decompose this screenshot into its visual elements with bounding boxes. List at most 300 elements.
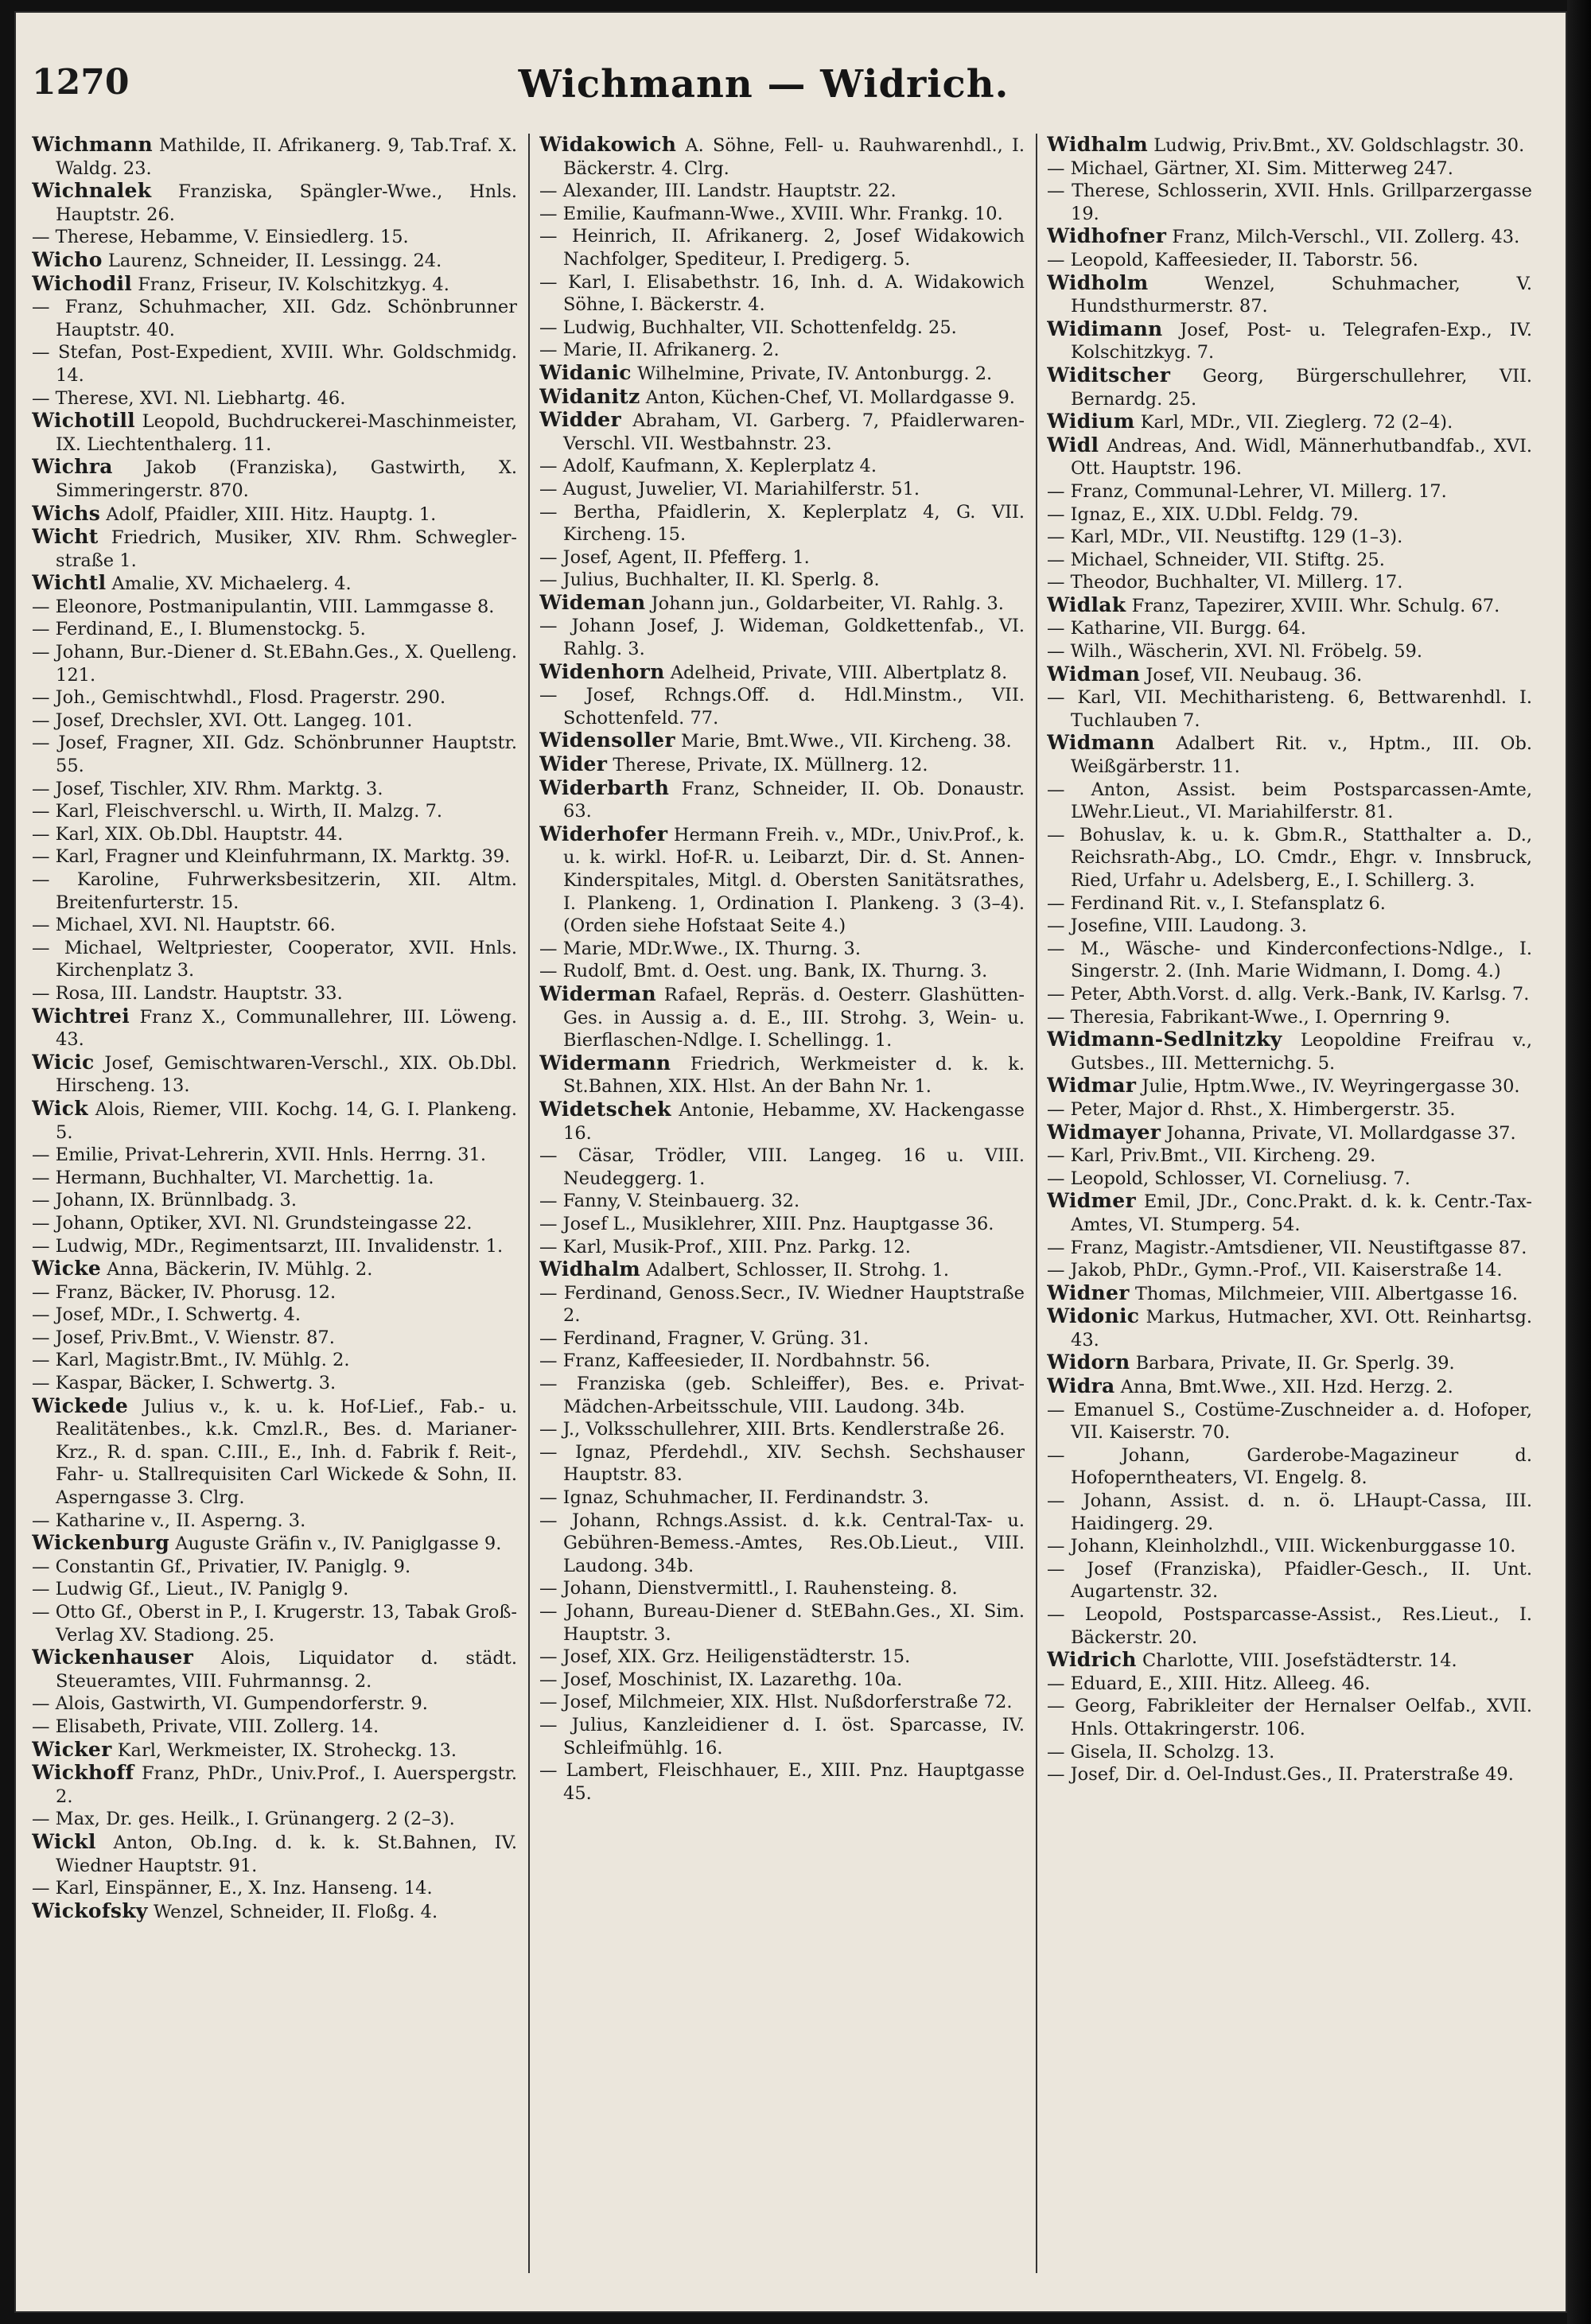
entry-details: Karl, MDr., VII. Zieglerg. 72 (2–4). — [1140, 412, 1453, 433]
entry-surname: Wichtrei — [32, 1004, 130, 1028]
entry-surname: Widerman — [539, 981, 656, 1005]
entry-details: — Cäsar, Trödler, VIII. Langeg. 16 u. VIII. Neudeggerg. 1. — [539, 1145, 1025, 1189]
entry-details: Wenzel, Schuhmacher, V. Hundsthurmerstr. 87. — [1071, 273, 1532, 317]
directory-entry — [539, 1052, 1025, 1098]
entry-details: — Eleonore, Postmanipulantin, VIII. Lammgasse 8. — [32, 596, 495, 617]
entry-details: — Bertha, Pfaidlerin, X. Keplerplatz 4, G. VII. Kircheng. 15. — [539, 501, 1025, 546]
entry-details: — Ferdinand Rit. v., I. Stefansplatz 6. — [1047, 892, 1386, 914]
entry-details: — Johann, Bureau-Diener d. StEBahn.Ges., XI. Sim. Hauptstr. 3. — [539, 1601, 1025, 1645]
directory-entry — [539, 1327, 1025, 1350]
entry-surname: Wichra — [32, 455, 113, 479]
entry-details: Franz, Friseur, IV. Kolschitzkyg. 4. — [138, 274, 449, 295]
directory-entry — [32, 914, 517, 937]
directory-entry — [32, 526, 517, 572]
directory-entry — [32, 800, 517, 823]
directory-entry — [32, 1716, 517, 1739]
directory-entry — [1047, 1741, 1532, 1764]
directory-entry — [1047, 134, 1532, 157]
entry-details: Josef, Post- u. Telegrafen-Exp., IV. Kolschitzkyg. 7. — [1071, 319, 1532, 363]
entry-surname: Widhalm — [539, 1257, 641, 1281]
entry-details: — Josef L., Musiklehrer, XIII. Pnz. Hauptgasse 36. — [539, 1213, 994, 1234]
directory-entry — [32, 1646, 517, 1692]
directory-entry — [32, 1144, 517, 1167]
directory-entry — [539, 1600, 1025, 1646]
entry-surname: Widitscher — [1047, 363, 1171, 387]
page-number: 1270 — [32, 62, 130, 103]
entry-surname: Wickenburg — [32, 1531, 170, 1555]
entry-surname: Widium — [1047, 410, 1135, 433]
directory-entry — [1047, 779, 1532, 824]
entry-details: — Emilie, Kaufmann-Wwe., XVIII. Whr. Frankg. 10. — [539, 203, 1003, 224]
directory-entry — [32, 845, 517, 869]
entry-details: Josef, VII. Neubaug. 36. — [1146, 664, 1363, 686]
entry-details: Andreas, And. Widl, Männerhutbandfab., XVI. Ott. Hauptstr. 196. — [1071, 435, 1532, 480]
directory-entry — [32, 596, 517, 619]
entry-details: — Rosa, III. Landstr. Hauptstr. 33. — [32, 982, 343, 1004]
entry-details: — Fanny, V. Steinbauerg. 32. — [539, 1191, 800, 1212]
directory-entry — [32, 1601, 517, 1646]
entry-details: — Hermann, Buchhalter, VI. Marchettig. 1a. — [32, 1167, 434, 1188]
entry-details: — Josefine, VIII. Laudong. 3. — [1047, 915, 1307, 937]
directory-entry — [32, 778, 517, 801]
entry-details: — Peter, Abth.Vorst. d. allg. Verk.-Bank, IV. Karlsg. 7. — [1047, 983, 1530, 1005]
entry-details: — Eduard, E., XIII. Hitz. Alleeg. 46. — [1047, 1673, 1371, 1694]
directory-entry — [32, 1372, 517, 1395]
entry-details: — Anton, Assist. beim Postsparcassen-Amte, LWehr.Lieut., VI. Mariahilferstr. 81. — [1047, 779, 1532, 823]
entry-details: A. Söhne, Fell- u. Rauhwarenhdl., I. Bäckerstr. 4. Clrg. — [563, 135, 1025, 179]
directory-entry — [32, 1167, 517, 1190]
directory-entry — [32, 1327, 517, 1350]
entry-details: — Kaspar, Bäcker, I. Schwertg. 3. — [32, 1373, 336, 1394]
entry-details: Wilhelmine, Private, IV. Antonburgg. 2. — [636, 363, 993, 384]
entry-details: — Julius, Buchhalter, II. Kl. Sperlg. 8. — [539, 569, 880, 591]
directory-entry — [539, 1282, 1025, 1327]
entry-details: — Karl, XIX. Ob.Dbl. Hauptstr. 44. — [32, 823, 344, 845]
directory-entry — [539, 455, 1025, 478]
column-1 — [32, 134, 517, 2273]
entry-surname: Widra — [1047, 1374, 1115, 1398]
directory-entry — [1047, 549, 1532, 572]
entry-surname: Wickhoff — [32, 1761, 134, 1785]
directory-entry — [32, 410, 517, 456]
entry-details: — Ludwig, Buchhalter, VII. Schottenfeldg. 25. — [539, 317, 957, 338]
directory-entry — [32, 226, 517, 249]
directory-entry — [1047, 663, 1532, 687]
entry-details: — Franz, Bäcker, IV. Phorusg. 12. — [32, 1281, 336, 1303]
entry-details: — Johann, Garderobe-Magazineur d. Hofoperntheaters, VI. Engelg. 8. — [1047, 1444, 1532, 1489]
entry-details: Anton, Küchen-Chef, VI. Mollardgasse 9. — [645, 387, 1015, 408]
directory-entry — [1047, 686, 1532, 732]
directory-entry — [1047, 1603, 1532, 1649]
entry-details: — Constantin Gf., Privatier, IV. Paniglg. 9. — [32, 1556, 411, 1577]
directory-entry — [539, 684, 1025, 729]
entry-details: Antonie, Hebamme, XV. Hackengasse 16. — [563, 1099, 1025, 1144]
entry-details: — Josef (Franziska), Pfaidler-Gesch., II. Unt. Augartenstr. 32. — [1047, 1558, 1532, 1603]
entry-details: Johann jun., Goldarbeiter, VI. Rahlg. 3. — [651, 593, 1004, 614]
entry-details: — Michael, Schneider, VII. Stiftg. 25. — [1047, 549, 1385, 570]
directory-entry — [1047, 1259, 1532, 1282]
entry-details: Georg, Bürgerschullehrer, VII. Bernardg. 25. — [1071, 365, 1532, 410]
entry-surname: Wichotill — [32, 409, 135, 433]
entry-details: — Julius, Kanzleidiener d. I. öst. Sparcasse, IV. Schleifmühlg. 16. — [539, 1714, 1025, 1759]
directory-entry — [32, 1578, 517, 1601]
entry-details: — Gisela, II. Scholzg. 13. — [1047, 1741, 1275, 1762]
directory-entry — [1047, 1028, 1532, 1075]
entry-details: — Emanuel S., Costüme-Zuschneider a. d. Hofoper, VII. Kaiserstr. 70. — [1047, 1399, 1532, 1444]
entry-details: Johanna, Private, VI. Mollardgasse 37. — [1166, 1122, 1516, 1144]
directory-entry — [1047, 272, 1532, 318]
directory-entry — [539, 1691, 1025, 1714]
entry-details: — Therese, Schlosserin, XVII. Hnls. Grillparzergasse 19. — [1047, 181, 1532, 224]
directory-entry — [32, 1877, 517, 1900]
directory-entry — [539, 569, 1025, 592]
directory-entry — [32, 1532, 517, 1556]
entry-details: — Karl, Priv.Bmt., VII. Kircheng. 29. — [1047, 1145, 1376, 1167]
entry-surname: Wickede — [32, 1393, 129, 1417]
directory-entry — [32, 273, 517, 297]
entry-surname: Wichodil — [32, 271, 133, 295]
directory-entry — [539, 1350, 1025, 1373]
entry-details: Jakob (Franziska), Gastwirth, X. Simmeringerstr. 870. — [56, 457, 517, 501]
entry-details: — Johann, Bur.-Diener d. St.EBahn.Ges., X. Quelleng. 121. — [32, 642, 517, 686]
entry-details: — Franz, Kaffeesieder, II. Nordbahnstr. 56. — [539, 1350, 931, 1372]
directory-entry — [539, 1418, 1025, 1441]
entry-details: Amalie, XV. Michaelerg. 4. — [111, 573, 352, 595]
directory-entry — [539, 1190, 1025, 1213]
entry-details: — Ignaz, Pferdehdl., XIV. Sechsh. Sechshauser Hauptstr. 83. — [539, 1441, 1025, 1486]
entry-details: — Josef, Drechsler, XVI. Ott. Langeg. 101. — [32, 709, 413, 731]
scan-dark-edge — [1567, 0, 1591, 2324]
directory-entry — [539, 1098, 1025, 1145]
entry-details: — Franz, Communal-Lehrer, VI. Millerg. 17. — [1047, 480, 1447, 502]
directory-entry — [1047, 983, 1532, 1006]
entry-details: Marie, Bmt.Wwe., VII. Kircheng. 38. — [680, 731, 1012, 752]
directory-entry — [32, 387, 517, 410]
directory-entry — [32, 823, 517, 846]
entry-surname: Widakowich — [539, 134, 677, 156]
directory-entry — [32, 1900, 517, 1924]
directory-entry — [1047, 410, 1532, 434]
directory-entry — [1047, 824, 1532, 892]
entry-details: — Johann, Dienstvermittl., I. Rauhensteing. 8. — [539, 1578, 958, 1599]
entry-details: — Michael, Weltpriester, Cooperator, XVII. Hnls. Kirchenplatz 3. — [32, 937, 517, 981]
entry-details: Franz X., Communallehrer, III. Löweng. 43. — [56, 1006, 517, 1051]
entry-details: Thomas, Milchmeier, VIII. Albertgasse 16. — [1134, 1283, 1519, 1304]
directory-entry — [32, 732, 517, 777]
directory-entry — [1047, 1006, 1532, 1029]
entry-details: — Peter, Major d. Rhst., X. Himbergerstr. 35. — [1047, 1098, 1456, 1120]
directory-entry — [1047, 1490, 1532, 1535]
entry-details: — Elisabeth, Private, VIII. Zollerg. 14. — [32, 1716, 379, 1737]
directory-entry — [32, 1281, 517, 1304]
entry-surname: Widimann — [1047, 317, 1163, 340]
entry-details: — Otto Gf., Oberst in P., I. Krugerstr. 13, Tabak Groß-Verlag XV. Stadiong. 25. — [32, 1602, 517, 1646]
entry-surname: Widl — [1047, 433, 1099, 457]
entry-surname: Widenhorn — [539, 659, 665, 683]
directory-entry — [32, 1510, 517, 1533]
directory-entry — [539, 1487, 1025, 1510]
directory-entry — [539, 1441, 1025, 1487]
directory-entry — [32, 1304, 517, 1327]
entry-details: Friedrich, Werkmeister d. k. k. St.Bahnen, XIX. Hlst. An der Bahn Nr. 1. — [563, 1053, 1025, 1098]
entry-details: Markus, Hutmacher, XVI. Ott. Reinhartsg. 43. — [1071, 1307, 1532, 1350]
directory-entry — [1047, 1399, 1532, 1444]
entry-surname: Wicker — [32, 1737, 112, 1761]
entry-details: Auguste Gräfin v., IV. Paniglgasse 9. — [175, 1533, 502, 1555]
entry-details: Barbara, Private, II. Gr. Sperlg. 39. — [1135, 1353, 1455, 1374]
directory-entry — [1047, 1649, 1532, 1673]
entry-details: — Theodor, Buchhalter, VI. Millerg. 17. — [1047, 572, 1403, 593]
directory-entry — [32, 249, 517, 273]
directory-columns — [32, 134, 1532, 2273]
directory-entry — [1047, 1695, 1532, 1740]
directory-entry — [539, 592, 1025, 616]
directory-entry — [32, 572, 517, 596]
entry-details: — Therese, XVI. Nl. Liebhartg. 46. — [32, 387, 346, 409]
entry-details: — Karl, MDr., VII. Neustiftg. 129 (1–3). — [1047, 527, 1403, 548]
entry-details: — Marie, MDr.Wwe., IX. Thurng. 3. — [539, 938, 861, 959]
directory-entry — [32, 1349, 517, 1372]
directory-entry — [1047, 640, 1532, 663]
entry-details: Franz, Schneider, II. Ob. Donaustr. 63. — [563, 778, 1025, 822]
directory-entry — [1047, 1305, 1532, 1351]
entry-details: — Wilh., Wäscherin, XVI. Nl. Fröbelg. 59. — [1047, 641, 1422, 663]
entry-surname: Wichnalek — [32, 179, 152, 203]
entry-details: Rafael, Repräs. d. Oesterr. Glashütten-Ges. in Aussig a. d. E., III. Strohg. 3, Wein- u. Bierflaschen-Ndlge. I. Schellingg. 1. — [563, 984, 1025, 1051]
entry-details: Hermann Freih. v., MDr., Univ.Prof., k. u. k. wirkl. Hof-R. u. Leibarzt, Dir. d. St. Annen-Kinderspitales, Mitgl. d. Obersten Sanitätsrathes, I. Plankeng. 1, Ordination I. Plankeng. 3 (3–4). (Orden siehe Hofstaat Seite 4.) — [563, 824, 1025, 937]
entry-details: — Joh., Gemischtwhdl., Flosd. Pragerstr. 290. — [32, 687, 446, 709]
directory-entry — [539, 386, 1025, 410]
entry-details: Adolf, Pfaidler, XIII. Hitz. Hauptg. 1. — [106, 503, 437, 525]
directory-entry — [32, 709, 517, 733]
directory-entry — [539, 317, 1025, 340]
entry-surname: Widonic — [1047, 1304, 1140, 1328]
directory-entry — [1047, 1558, 1532, 1603]
entry-surname: Widerhofer — [539, 822, 668, 845]
entry-details: — Georg, Fabrikleiter der Hernalser Oelfab., XVII. Hnls. Ottakringerstr. 106. — [1047, 1696, 1532, 1739]
directory-entry — [1047, 571, 1532, 594]
directory-entry — [539, 546, 1025, 569]
directory-entry — [1047, 318, 1532, 364]
entry-details: — Karl, Einspänner, E., X. Inz. Hanseng. 14. — [32, 1878, 433, 1899]
directory-entry — [1047, 526, 1532, 549]
directory-entry — [1047, 594, 1532, 618]
entry-details: Mathilde, II. Afrikanerg. 9, Tab.Traf. X. Waldg. 23. — [56, 135, 517, 179]
entry-details: Charlotte, VIII. Josefstädterstr. 14. — [1142, 1650, 1457, 1672]
entry-details: Julie, Hptm.Wwe., IV. Weyringergasse 30. — [1142, 1076, 1520, 1098]
entry-details: Alois, Riemer, VIII. Kochg. 14, G. I. Plankeng. 5. — [56, 1098, 517, 1143]
entry-surname: Wickofsky — [32, 1898, 148, 1922]
entry-details: — Karl, Fleischverschl. u. Wirth, II. Malzg. 7. — [32, 801, 443, 822]
entry-surname: Widman — [1047, 662, 1141, 686]
entry-details: Friedrich, Musiker, XIV. Rhm. Schweglerstraße 1. — [56, 527, 517, 571]
entry-details: — Karl, Musik-Prof., XIII. Pnz. Parkg. 12. — [539, 1236, 911, 1257]
directory-entry — [539, 180, 1025, 203]
entry-details: — Karl, VII. Mechitharisteng. 6, Bettwarenhdl. I. Tuchlauben 7. — [1047, 687, 1532, 731]
entry-surname: Widder — [539, 408, 621, 432]
directory-entry — [1047, 938, 1532, 983]
directory-entry — [1047, 1375, 1532, 1399]
directory-entry — [32, 296, 517, 341]
entry-details: — Adolf, Kaufmann, X. Keplerplatz 4. — [539, 456, 877, 477]
entry-details: Emil, JDr., Conc.Prakt. d. k. k. Centr.-Tax-Amtes, VI. Stumperg. 54. — [1071, 1191, 1532, 1235]
directory-entry — [1047, 1535, 1532, 1558]
entry-details: — Leopold, Schlosser, VI. Corneliusg. 7. — [1047, 1168, 1410, 1189]
entry-details: — Therese, Hebamme, V. Einsiedlerg. 15. — [32, 227, 409, 248]
entry-details: — Josef, Moschinist, IX. Lazarethg. 10a. — [539, 1669, 903, 1690]
entry-surname: Widner — [1047, 1281, 1130, 1304]
entry-details: — Josef, MDr., I. Schwertg. 4. — [32, 1304, 301, 1326]
entry-details: — Heinrich, II. Afrikanerg. 2, Josef Widakowich Nachfolger, Spediteur, I. Predigerg. 5. — [539, 226, 1025, 270]
directory-entry — [539, 729, 1025, 753]
entry-surname: Widrich — [1047, 1648, 1137, 1672]
entry-details: — Katharine, VII. Burgg. 64. — [1047, 618, 1306, 639]
column-3 — [1047, 134, 1532, 2273]
directory-entry — [539, 225, 1025, 270]
entry-details: — Alois, Gastwirth, VI. Gumpendorferstr. 9. — [32, 1693, 428, 1715]
directory-entry — [539, 1669, 1025, 1692]
entry-details: — Johann, Rchngs.Assist. d. k.k. Central-Tax- u. Gebühren-Bemess.-Amtes, Res.Ob.Lieut., VIII. Laudong. 34b. — [539, 1510, 1025, 1576]
directory-entry — [32, 641, 517, 686]
entry-details: — M., Wäsche- und Kinderconfections-Ndlge., I. Singerstr. 2. (Inh. Marie Widmann, I. Domg. 4.) — [1047, 938, 1532, 982]
entry-surname: Widholm — [1047, 270, 1149, 294]
directory-entry — [539, 753, 1025, 777]
directory-entry — [1047, 480, 1532, 503]
directory-entry — [1047, 364, 1532, 410]
entry-surname: Widmer — [1047, 1189, 1136, 1213]
entry-details: — Marie, II. Afrikanerg. 2. — [539, 340, 780, 361]
entry-details: — Johann, Optiker, XVI. Nl. Grundsteingasse 22. — [32, 1212, 473, 1234]
directory-entry — [32, 1739, 517, 1762]
directory-entry — [32, 869, 517, 914]
entry-details: — Ferdinand, Fragner, V. Grüng. 31. — [539, 1327, 869, 1349]
directory-entry — [1047, 1121, 1532, 1145]
entry-details: Franz, Milch-Verschl., VII. Zollerg. 43. — [1172, 227, 1520, 248]
directory-entry — [1047, 1351, 1532, 1375]
directory-entry — [1047, 1145, 1532, 1168]
entry-details: — Josef, Rchngs.Off. d. Hdl.Minstm., VII. Schottenfeld. 77. — [539, 685, 1025, 729]
entry-surname: Widmayer — [1047, 1120, 1161, 1144]
entry-surname: Widensoller — [539, 729, 675, 752]
directory-entry — [32, 937, 517, 982]
entry-details: Anton, Ob.Ing. d. k. k. St.Bahnen, IV. Wiedner Hauptstr. 91. — [56, 1832, 517, 1876]
directory-entry — [539, 938, 1025, 961]
entry-surname: Widlak — [1047, 593, 1126, 616]
directory-entry — [539, 1759, 1025, 1805]
directory-entry — [32, 1556, 517, 1579]
entry-details: — Ludwig Gf., Lieut., IV. Paniglg 9. — [32, 1579, 349, 1600]
directory-entry — [32, 618, 517, 641]
directory-entry — [539, 339, 1025, 362]
directory-entry — [539, 1646, 1025, 1669]
directory-entry — [1047, 434, 1532, 480]
directory-entry — [539, 1145, 1025, 1190]
entry-details: Adelheid, Private, VIII. Albertplatz 8. — [670, 662, 1008, 683]
entry-details: Leopold, Buchdruckerei-Maschinmeister, IX. Liechtenthalerg. 11. — [56, 411, 517, 455]
entry-details: — Jakob, PhDr., Gymn.-Prof., VII. Kaiserstraße 14. — [1047, 1260, 1503, 1281]
entry-surname: Widmann — [1047, 731, 1155, 755]
entry-details: — Ferdinand, E., I. Blumenstockg. 5. — [32, 619, 366, 640]
entry-details: — Michael, XVI. Nl. Hauptstr. 66. — [32, 915, 336, 936]
entry-surname: Wichs — [32, 501, 101, 525]
entry-details: Franz, PhDr., Univ.Prof., I. Auerspergstr. 2. — [56, 1763, 517, 1807]
directory-entry — [1047, 1444, 1532, 1490]
directory-entry — [1047, 1763, 1532, 1786]
directory-entry — [539, 983, 1025, 1052]
directory-entry — [539, 1373, 1025, 1418]
directory-entry — [1047, 1098, 1532, 1121]
entry-details: Franziska, Spängler-Wwe., Hnls. Hauptstr. 26. — [56, 181, 517, 225]
directory-entry — [539, 134, 1025, 180]
entry-details: Franz, Tapezirer, XVIII. Whr. Schulg. 67. — [1131, 595, 1500, 616]
entry-details: — Alexander, III. Landstr. Hauptstr. 22. — [539, 181, 897, 202]
entry-details: Wenzel, Schneider, II. Floßg. 4. — [153, 1901, 438, 1922]
directory-entry — [1047, 617, 1532, 640]
directory-entry — [32, 1395, 517, 1510]
entry-details: Adalbert, Schlosser, II. Strohg. 1. — [646, 1260, 950, 1281]
directory-entry — [32, 1212, 517, 1235]
entry-details: — August, Juwelier, VI. Mariahilferstr. 51. — [539, 478, 920, 499]
entry-surname: Wickl — [32, 1829, 96, 1853]
entry-details: — Franziska (geb. Schleiffer), Bes. e. Privat-Mädchen-Arbeitsschule, VIII. Laudong. 34b. — [539, 1374, 1025, 1417]
directory-entry — [32, 134, 517, 180]
directory-entry — [1047, 892, 1532, 915]
entry-details: — Max, Dr. ges. Heilk., I. Grünangerg. 2 (2–3). — [32, 1809, 455, 1830]
directory-entry — [32, 1762, 517, 1808]
entry-details: Anna, Bäckerin, IV. Mühlg. 2. — [107, 1259, 373, 1281]
entry-details: — Johann, Assist. d. n. ö. LHaupt-Cassa, III. Haidingerg. 29. — [1047, 1490, 1532, 1534]
directory-entry — [539, 271, 1025, 317]
directory-entry — [32, 1235, 517, 1258]
entry-surname: Wicke — [32, 1257, 102, 1281]
entry-details: — Josef, Dir. d. Oel-Indust.Ges., II. Praterstraße 49. — [1047, 1764, 1514, 1786]
directory-entry — [539, 362, 1025, 386]
entry-details: — Johann Josef, J. Wideman, Goldkettenfab., VI. Rahlg. 3. — [539, 616, 1025, 660]
directory-entry — [1047, 1075, 1532, 1098]
directory-entry — [32, 1257, 517, 1281]
directory-entry — [32, 1005, 517, 1051]
directory-entry — [1047, 1282, 1532, 1306]
entry-details: Ludwig, Priv.Bmt., XV. Goldschlagstr. 30. — [1153, 135, 1525, 156]
entry-surname: Widerbarth — [539, 775, 670, 799]
directory-entry — [32, 1692, 517, 1716]
entry-details: — Josef, Milchmeier, XIX. Hlst. Nußdorferstraße 72. — [539, 1692, 1013, 1713]
directory-entry — [1047, 503, 1532, 527]
column-2 — [539, 134, 1025, 2273]
entry-details: — Josef, Priv.Bmt., V. Wienstr. 87. — [32, 1327, 335, 1348]
entry-details: — Karoline, Fuhrwerksbesitzerin, XII. Altm. Breitenfurterstr. 15. — [32, 869, 517, 913]
entry-details: — Johann, IX. Brünnlbadg. 3. — [32, 1190, 297, 1211]
entry-surname: Wick — [32, 1096, 88, 1120]
entry-details: — Franz, Schuhmacher, XII. Gdz. Schönbrunner Hauptstr. 40. — [32, 297, 517, 340]
entry-surname: Wichmann — [32, 134, 153, 156]
directory-entry — [1047, 1673, 1532, 1696]
directory-entry — [1047, 157, 1532, 181]
entry-details: — Franz, Magistr.-Amtsdiener, VII. Neustiftgasse 87. — [1047, 1237, 1527, 1258]
entry-details: Laurenz, Schneider, II. Lessingg. 24. — [107, 250, 442, 271]
directory-entry — [32, 1098, 517, 1144]
entry-surname: Widorn — [1047, 1350, 1130, 1374]
entry-details: — Josef, Fragner, XII. Gdz. Schönbrunner Hauptstr. 55. — [32, 733, 517, 777]
entry-surname: Widermann — [539, 1051, 671, 1075]
entry-details: — Leopold, Kaffeesieder, II. Taborstr. 56. — [1047, 249, 1418, 270]
entry-details: — Johann, Kleinholzhdl., VIII. Wickenburggasse 10. — [1047, 1536, 1516, 1557]
entry-details: — Josef, XIX. Grz. Heiligenstädterstr. 15. — [539, 1646, 911, 1668]
page-header — [32, 62, 1527, 126]
directory-entry — [539, 960, 1025, 983]
entry-surname: Widhalm — [1047, 134, 1149, 156]
directory-entry — [32, 686, 517, 709]
